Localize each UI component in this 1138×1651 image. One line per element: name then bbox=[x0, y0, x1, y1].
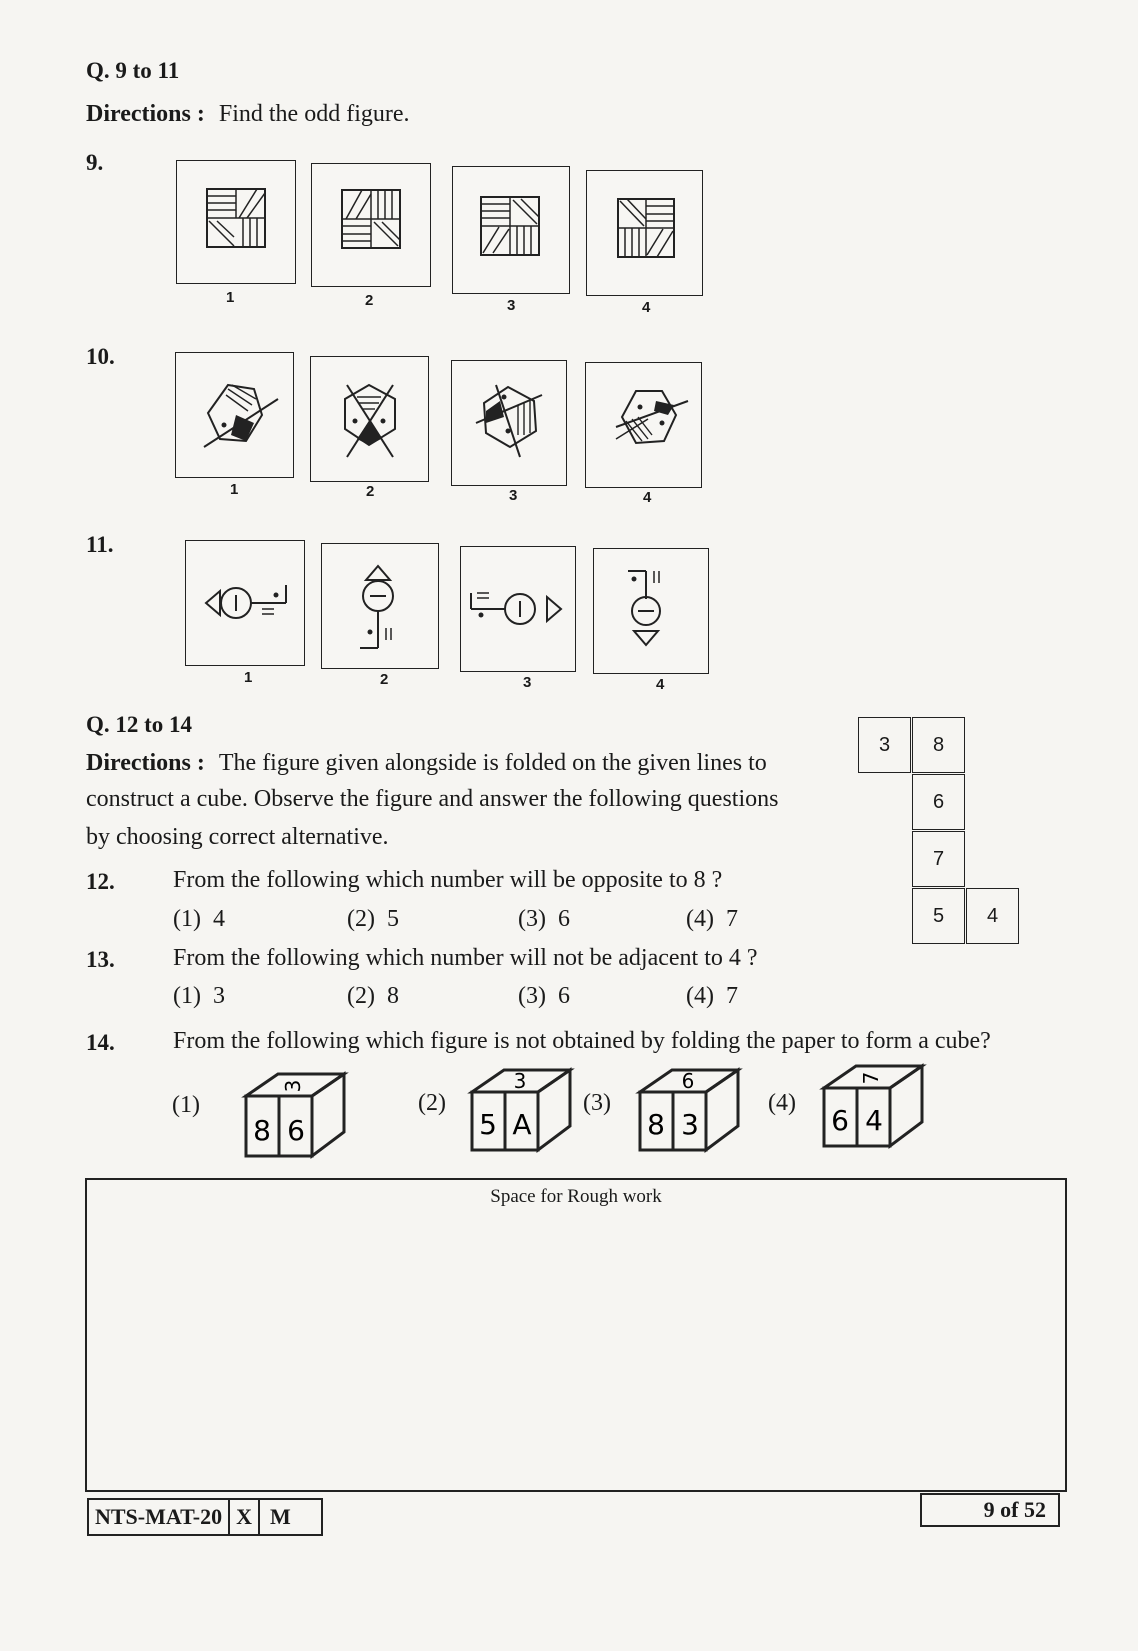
page-number: 9 of 52 bbox=[920, 1493, 1060, 1527]
cube-2-top: 3 bbox=[513, 1069, 527, 1093]
q10-label-4: 4 bbox=[643, 489, 652, 506]
cube-1-top: 3 bbox=[281, 1079, 305, 1093]
exam-code-m: M bbox=[270, 1504, 291, 1529]
cube-4-left: 6 bbox=[831, 1104, 849, 1137]
question-12-text: From the following which number will be opposite to 8 ? bbox=[173, 867, 723, 893]
q10-label-3: 3 bbox=[509, 487, 518, 504]
exam-code: NTS-MAT-20 bbox=[89, 1500, 230, 1534]
option-label: (3) bbox=[518, 983, 546, 1009]
question-number-9: 9. bbox=[86, 150, 104, 175]
option-label: (1) bbox=[173, 906, 201, 932]
q9-label-3: 3 bbox=[507, 297, 516, 314]
net-cell-4: 4 bbox=[966, 888, 1019, 944]
cube-3-top: 6 bbox=[681, 1069, 695, 1093]
question-number-13: 13. bbox=[86, 947, 115, 972]
q14-cube-1[interactable] bbox=[240, 1068, 352, 1164]
q10-label-1: 1 bbox=[230, 481, 239, 498]
option-label: (1) bbox=[173, 983, 201, 1009]
q10-figure-2 bbox=[310, 356, 429, 482]
option-value: 7 bbox=[725, 983, 738, 1009]
net-cell-7: 7 bbox=[912, 831, 965, 887]
cube-1-right: 6 bbox=[287, 1114, 305, 1147]
option-value: 4 bbox=[212, 906, 225, 932]
question-number-14: 14. bbox=[86, 1030, 115, 1055]
net-cell-3: 3 bbox=[858, 717, 911, 773]
option-value: 6 bbox=[557, 983, 570, 1009]
net-cell-8: 8 bbox=[912, 717, 965, 773]
directions-line-2: construct a cube. Observe the figure and answer the following questions bbox=[86, 786, 779, 812]
q14-cube-2[interactable] bbox=[466, 1064, 578, 1160]
q11-figure-3 bbox=[460, 546, 576, 672]
q9-label-4: 4 bbox=[642, 299, 651, 316]
net-cell-5: 5 bbox=[912, 888, 965, 944]
exam-code-x: X bbox=[230, 1500, 260, 1534]
cube-2-left: 5 bbox=[479, 1108, 497, 1141]
q9-label-2: 2 bbox=[365, 292, 374, 309]
question-number-10: 10. bbox=[86, 344, 115, 369]
q14-cube-3[interactable] bbox=[634, 1064, 746, 1160]
cube-1-left: 8 bbox=[253, 1114, 271, 1147]
q10-label-2: 2 bbox=[366, 483, 375, 500]
question-number-12: 12. bbox=[86, 869, 115, 894]
question-number-11: 11. bbox=[86, 532, 114, 557]
q12-option-1[interactable] bbox=[173, 906, 225, 933]
directions-line-3: by choosing correct alternative. bbox=[86, 824, 389, 850]
exam-code-box bbox=[87, 1498, 323, 1536]
option-label: (2) bbox=[347, 906, 375, 932]
option-label: (4) bbox=[686, 983, 714, 1009]
directions-label: Directions : bbox=[86, 101, 205, 127]
option-label: (4) bbox=[686, 906, 714, 932]
option-label: (2) bbox=[347, 983, 375, 1009]
q11-figure-2 bbox=[321, 543, 439, 669]
q9-figure-3 bbox=[452, 166, 570, 294]
q9-figure-2 bbox=[311, 163, 431, 287]
q12-option-3[interactable] bbox=[518, 906, 570, 933]
section-heading-q12-14: Q. 12 to 14 bbox=[86, 712, 193, 737]
option-value: 7 bbox=[725, 906, 738, 932]
q9-figure-4 bbox=[586, 170, 703, 296]
question-14-text: From the following which figure is not obtained by folding the paper to form a cube? bbox=[173, 1028, 991, 1054]
q11-label-2: 2 bbox=[380, 671, 389, 688]
q11-label-4: 4 bbox=[656, 676, 665, 693]
q12-option-4[interactable] bbox=[686, 906, 738, 933]
directions-label-q12: Directions : bbox=[86, 750, 205, 776]
option-value: 8 bbox=[386, 983, 399, 1009]
option-value: 6 bbox=[557, 906, 570, 932]
q13-option-2[interactable] bbox=[347, 983, 399, 1010]
q14-option-label-2[interactable]: (2) bbox=[418, 1090, 446, 1116]
q12-option-2[interactable] bbox=[347, 906, 399, 933]
cube-3-right: 3 bbox=[681, 1108, 699, 1141]
q14-option-label-4[interactable]: (4) bbox=[768, 1090, 796, 1116]
q13-option-4[interactable] bbox=[686, 983, 738, 1010]
q13-option-3[interactable] bbox=[518, 983, 570, 1010]
q11-label-1: 1 bbox=[244, 669, 253, 686]
option-value: 5 bbox=[386, 906, 399, 932]
rough-work-box bbox=[85, 1178, 1067, 1492]
option-value: 3 bbox=[212, 983, 225, 1009]
cube-3-left: 8 bbox=[647, 1108, 665, 1141]
q13-option-1[interactable] bbox=[173, 983, 225, 1010]
section-heading-q9-11: Q. 9 to 11 bbox=[86, 58, 180, 83]
cube-2-right: A bbox=[512, 1108, 532, 1141]
cube-4-top: 7 bbox=[859, 1071, 883, 1085]
q14-option-label-1[interactable]: (1) bbox=[172, 1092, 200, 1118]
q14-cube-4[interactable] bbox=[818, 1060, 930, 1156]
q9-figure-1 bbox=[176, 160, 296, 284]
directions-text: Find the odd figure. bbox=[218, 101, 410, 127]
q10-figure-4 bbox=[585, 362, 702, 488]
q11-label-3: 3 bbox=[523, 674, 532, 691]
net-cell-6: 6 bbox=[912, 774, 965, 830]
directions-q12-14 bbox=[86, 750, 767, 777]
question-13-text: From the following which number will not be adjacent to 4 ? bbox=[173, 945, 758, 971]
q11-figure-4 bbox=[593, 548, 709, 674]
directions-q9-11 bbox=[86, 101, 410, 128]
cube-4-right: 4 bbox=[865, 1104, 883, 1137]
q10-figure-1 bbox=[175, 352, 294, 478]
rough-work-title: Space for Rough work bbox=[490, 1186, 662, 1207]
q14-option-label-3[interactable]: (3) bbox=[583, 1090, 611, 1116]
q11-figure-1 bbox=[185, 540, 305, 666]
option-label: (3) bbox=[518, 906, 546, 932]
q10-figure-3 bbox=[451, 360, 567, 486]
directions-line-1: The figure given alongside is folded on the given lines to bbox=[218, 750, 767, 776]
q9-label-1: 1 bbox=[226, 289, 235, 306]
